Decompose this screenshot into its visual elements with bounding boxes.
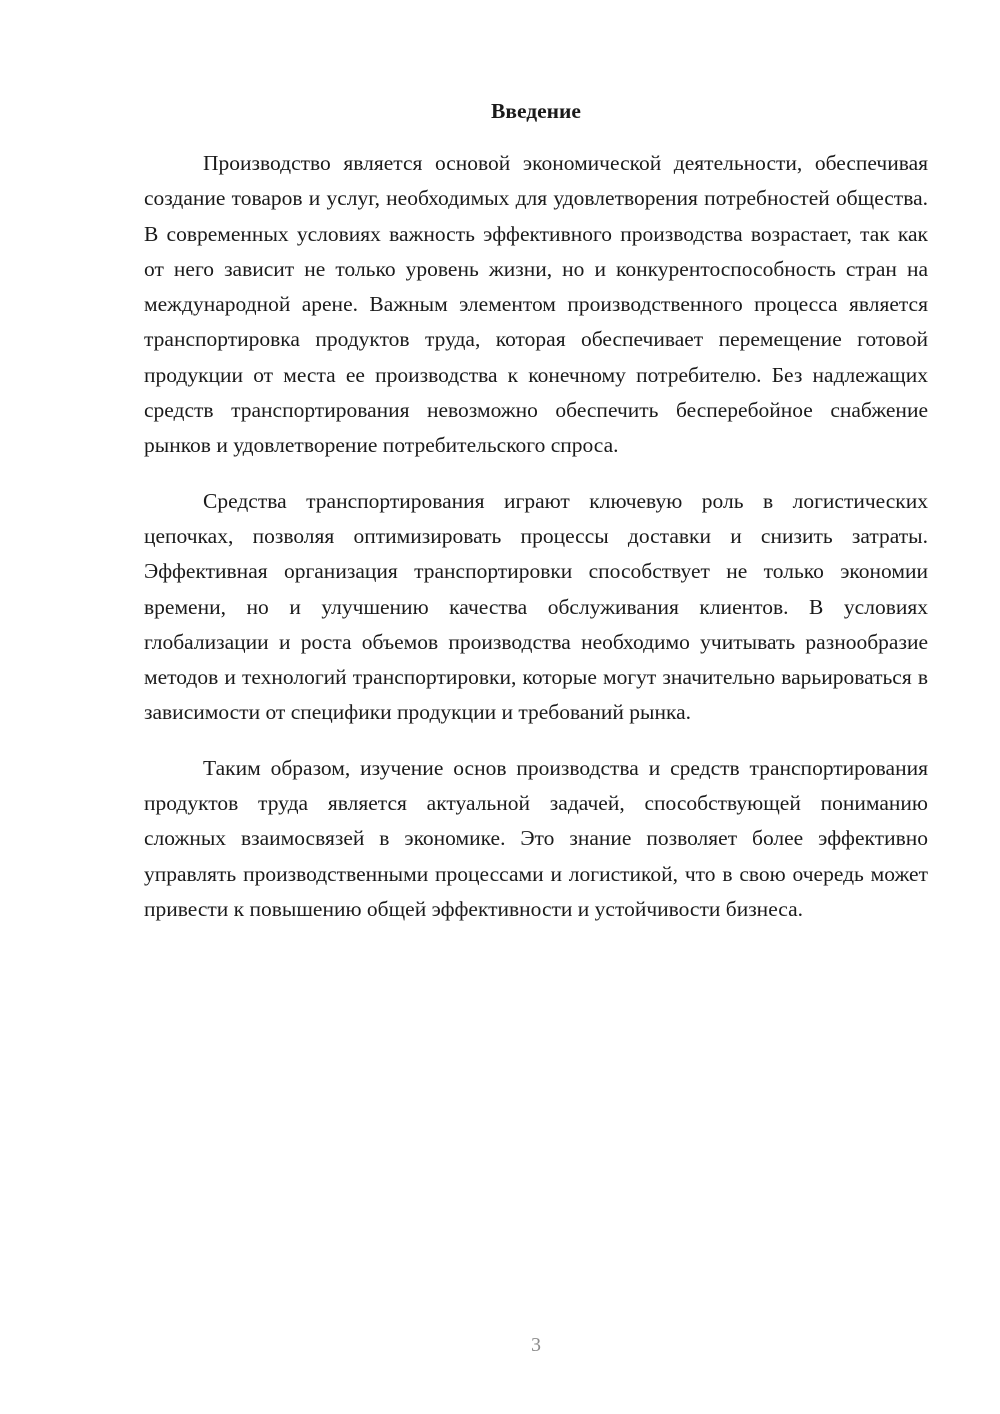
section-heading: Введение <box>491 99 581 123</box>
document-body <box>144 96 928 927</box>
paragraph-1: Производство является основой экономической деятельности, обеспечивая создание товаров и услуг, необходимых для удовлетворения потребностей общества. В современных условиях важность эффективного производства возрастает, так как от него зависит не только уровень жизни, но и конкурентоспособность стран на международной арене. Важным элементом производственного процесса является транспортировка продуктов труда, которая обеспечивает перемещение готовой продукции от места ее производства к конечному потребителю. Без надлежащих средств транспортирования невозможно обеспечить бесперебойное снабжение рынков и удовлетворение потребительского спроса. <box>144 151 928 458</box>
page-number: 3 <box>531 1334 541 1356</box>
paragraph-2: Средства транспортирования играют ключевую роль в логистических цепочках, позволяя оптимизировать процессы доставки и снизить затраты. Эффективная организация транспортировки способствует не только экономии времени, но и улучшению качества обслуживания клиентов. В условиях глобализации и роста объемов производства необходимо учитывать разнообразие методов и технологий транспортировки, которые могут значительно варьироваться в зависимости от специфики продукции и требований рынка. <box>144 488 928 725</box>
paragraph-3: Таким образом, изучение основ производства и средств транспортирования продуктов труда является актуальной задачей, способствующей пониманию сложных взаимосвязей в экономике. Это знание позволяет более эффективно управлять производственными процессами и логистикой, что в свою очередь может привести к повышению общей эффективности и устойчивости бизнеса. <box>144 755 928 921</box>
